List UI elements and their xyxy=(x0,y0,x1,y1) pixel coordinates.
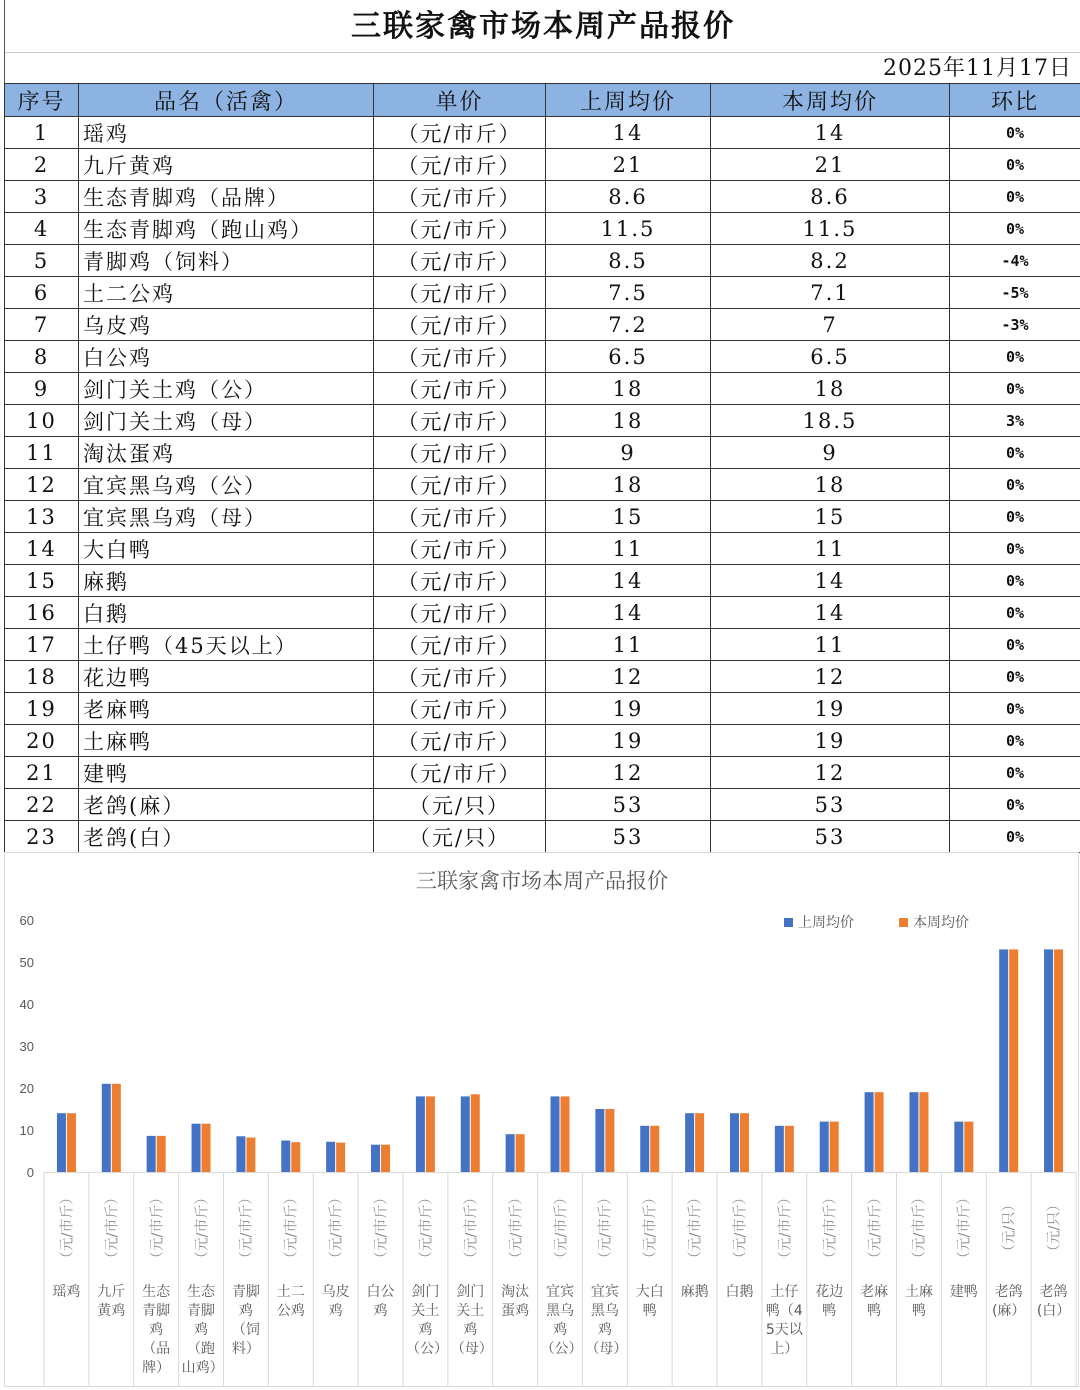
cell-last-week: 7.2 xyxy=(546,309,711,341)
x-category-label: 老鸽(麻） xyxy=(991,1284,1026,1319)
y-tick-label: 30 xyxy=(19,1039,34,1054)
cell-no: 9 xyxy=(5,373,79,405)
cell-last-week: 19 xyxy=(546,725,711,757)
cell-name: 老鸽(白） xyxy=(79,821,374,853)
cell-this-week: 9 xyxy=(711,437,950,469)
cell-name: 淘汰蛋鸡 xyxy=(79,437,374,469)
table-row xyxy=(5,341,1080,373)
cell-name: 白鹅 xyxy=(79,597,374,629)
x-category-label: 剑门关土鸡（母） xyxy=(450,1284,493,1357)
cell-this-week: 18 xyxy=(711,469,950,501)
table-row xyxy=(5,469,1080,501)
x-category-label: 大白鸭 xyxy=(635,1284,664,1319)
x-unit-label: （元/市斤） xyxy=(552,1190,569,1266)
x-category-label: 宜宾黑乌鸡（母） xyxy=(585,1284,628,1357)
table-row xyxy=(5,725,1080,757)
cell-last-week: 14 xyxy=(546,565,711,597)
x-category-label: 花边鸭 xyxy=(815,1284,844,1319)
cell-unit: （元/只） xyxy=(374,789,546,821)
cell-change: 0% xyxy=(950,821,1080,853)
cell-unit: （元/市斤） xyxy=(374,149,546,181)
bar-last-week xyxy=(865,1092,874,1172)
header-this-week: 本周均价 xyxy=(711,84,950,117)
bar-this-week xyxy=(381,1145,390,1172)
x-unit-label: （元/市斤） xyxy=(732,1190,749,1266)
bar-this-week xyxy=(336,1143,345,1172)
cell-no: 12 xyxy=(5,469,79,501)
bar-this-week xyxy=(830,1122,839,1172)
bar-last-week xyxy=(371,1145,380,1172)
bar-this-week xyxy=(1009,949,1018,1172)
header-name: 品名（活禽） xyxy=(79,84,374,117)
bar-this-week xyxy=(695,1113,704,1172)
cell-last-week: 18 xyxy=(546,373,711,405)
cell-this-week: 12 xyxy=(711,661,950,693)
bar-last-week xyxy=(416,1096,425,1172)
cell-unit: （元/市斤） xyxy=(374,117,546,149)
cell-change: -5% xyxy=(950,277,1080,309)
bar-last-week xyxy=(281,1141,290,1173)
bar-last-week xyxy=(909,1092,918,1172)
bar-last-week xyxy=(640,1126,649,1172)
bar-last-week xyxy=(102,1084,111,1172)
cell-change: 0% xyxy=(950,725,1080,757)
cell-no: 4 xyxy=(5,213,79,245)
cell-name: 土二公鸡 xyxy=(79,277,374,309)
bar-this-week xyxy=(202,1124,211,1172)
x-unit-label: （元/市斤） xyxy=(777,1190,794,1266)
bar-last-week xyxy=(506,1134,515,1172)
x-category-label: 白公鸡 xyxy=(366,1284,395,1319)
cell-name: 剑门关土鸡（公） xyxy=(79,373,374,405)
bar-last-week xyxy=(461,1096,470,1172)
legend-swatch xyxy=(899,918,908,927)
table-row xyxy=(5,149,1080,181)
table-body xyxy=(5,117,1080,853)
bar-last-week xyxy=(326,1142,335,1172)
x-category-label: 土仔鸭（45天以上） xyxy=(765,1284,803,1357)
report-date: 2025年11月17日 xyxy=(883,56,1072,81)
cell-change: 0% xyxy=(950,213,1080,245)
bar-this-week xyxy=(964,1122,973,1172)
x-category-label: 瑶鸡 xyxy=(52,1284,81,1300)
x-unit-label: （元/市斤） xyxy=(687,1190,704,1266)
bar-last-week xyxy=(192,1124,201,1172)
cell-last-week: 11.5 xyxy=(546,213,711,245)
legend-label: 本周均价 xyxy=(913,915,969,931)
cell-this-week: 18.5 xyxy=(711,405,950,437)
cell-unit: （元/市斤） xyxy=(374,757,546,789)
chart-title: 三联家禽市场本周产品报价 xyxy=(416,869,668,893)
cell-name: 九斤黄鸡 xyxy=(79,149,374,181)
cell-last-week: 6.5 xyxy=(546,341,711,373)
cell-change: 0% xyxy=(950,437,1080,469)
bar-last-week xyxy=(236,1136,245,1172)
x-category-label: 宜宾黑乌鸡（公） xyxy=(540,1284,583,1357)
bar-this-week xyxy=(919,1092,928,1172)
cell-last-week: 53 xyxy=(546,789,711,821)
price-table xyxy=(4,83,1080,853)
x-category-label: 生态青脚鸡（跑山鸡） xyxy=(181,1284,224,1376)
cell-last-week: 14 xyxy=(546,117,711,149)
bar-last-week xyxy=(551,1096,560,1172)
cell-name: 瑶鸡 xyxy=(79,117,374,149)
cell-name: 青脚鸡（饲料） xyxy=(79,245,374,277)
bar-last-week xyxy=(999,949,1008,1172)
cell-this-week: 11 xyxy=(711,533,950,565)
header-no: 序号 xyxy=(5,84,79,117)
legend-label: 上周均价 xyxy=(798,915,854,931)
cell-this-week: 8.2 xyxy=(711,245,950,277)
cell-no: 18 xyxy=(5,661,79,693)
table-row xyxy=(5,661,1080,693)
bar-last-week xyxy=(57,1113,66,1172)
cell-change: 0% xyxy=(950,597,1080,629)
x-category-label: 乌皮鸡 xyxy=(321,1284,350,1319)
cell-name: 生态青脚鸡（品牌） xyxy=(79,181,374,213)
cell-last-week: 15 xyxy=(546,501,711,533)
x-category-label: 土麻鸭 xyxy=(904,1284,933,1319)
bar-this-week xyxy=(157,1136,166,1172)
bar-last-week xyxy=(595,1109,604,1172)
bar-this-week xyxy=(875,1092,884,1172)
table-row xyxy=(5,533,1080,565)
bar-this-week xyxy=(67,1113,76,1172)
cell-last-week: 8.5 xyxy=(546,245,711,277)
cell-this-week: 18 xyxy=(711,373,950,405)
cell-last-week: 21 xyxy=(546,149,711,181)
y-tick-label: 60 xyxy=(19,913,34,928)
x-category-label: 青脚鸡（饲料） xyxy=(231,1284,260,1357)
x-unit-label: （元/市斤） xyxy=(328,1190,345,1266)
bar-last-week xyxy=(685,1113,694,1172)
cell-name: 土麻鸭 xyxy=(79,725,374,757)
legend-swatch xyxy=(784,918,793,927)
x-unit-label: （元/只） xyxy=(1046,1197,1063,1259)
cell-this-week: 11.5 xyxy=(711,213,950,245)
cell-no: 21 xyxy=(5,757,79,789)
cell-unit: （元/市斤） xyxy=(374,693,546,725)
bar-last-week xyxy=(730,1113,739,1172)
x-unit-label: （元/市斤） xyxy=(463,1190,480,1266)
cell-this-week: 6.5 xyxy=(711,341,950,373)
cell-unit: （元/市斤） xyxy=(374,661,546,693)
cell-name: 乌皮鸡 xyxy=(79,309,374,341)
cell-this-week: 7.1 xyxy=(711,277,950,309)
cell-this-week: 14 xyxy=(711,117,950,149)
bar-last-week xyxy=(1044,949,1053,1172)
header-last-week: 上周均价 xyxy=(546,84,711,117)
x-unit-label: （元/市斤） xyxy=(283,1190,300,1266)
x-unit-label: （元/市斤） xyxy=(193,1190,210,1266)
table-row xyxy=(5,309,1080,341)
cell-name: 建鸭 xyxy=(79,757,374,789)
bar-this-week xyxy=(785,1126,794,1172)
cell-name: 剑门关土鸡（母） xyxy=(79,405,374,437)
cell-no: 5 xyxy=(5,245,79,277)
cell-change: 0% xyxy=(950,565,1080,597)
x-category-label: 老鸽(白） xyxy=(1036,1284,1071,1319)
cell-no: 15 xyxy=(5,565,79,597)
cell-last-week: 12 xyxy=(546,661,711,693)
cell-last-week: 18 xyxy=(546,469,711,501)
cell-unit: （元/市斤） xyxy=(374,309,546,341)
page-title: 三联家禽市场本周产品报价 xyxy=(4,0,1080,53)
cell-change: 0% xyxy=(950,373,1080,405)
cell-this-week: 19 xyxy=(711,725,950,757)
bar-this-week xyxy=(471,1094,480,1172)
x-unit-label: （元/市斤） xyxy=(507,1190,524,1266)
cell-unit: （元/市斤） xyxy=(374,565,546,597)
bar-this-week xyxy=(561,1096,570,1172)
cell-change: 0% xyxy=(950,117,1080,149)
cell-unit: （元/市斤） xyxy=(374,533,546,565)
cell-name: 大白鸭 xyxy=(79,533,374,565)
x-category-label: 剑门关土鸡（公） xyxy=(405,1284,448,1357)
cell-this-week: 19 xyxy=(711,693,950,725)
table-row xyxy=(5,277,1080,309)
bar-this-week xyxy=(1054,949,1063,1172)
cell-this-week: 53 xyxy=(711,789,950,821)
cell-no: 1 xyxy=(5,117,79,149)
table-row xyxy=(5,437,1080,469)
table-row xyxy=(5,789,1080,821)
cell-unit: （元/市斤） xyxy=(374,277,546,309)
bar-this-week xyxy=(605,1109,614,1172)
table-row xyxy=(5,629,1080,661)
table-row xyxy=(5,501,1080,533)
y-tick-label: 40 xyxy=(19,997,34,1012)
x-category-label: 麻鹅 xyxy=(680,1284,709,1300)
cell-name: 老鸽(麻） xyxy=(79,789,374,821)
table-row xyxy=(5,597,1080,629)
cell-no: 20 xyxy=(5,725,79,757)
cell-name: 麻鹅 xyxy=(79,565,374,597)
divider xyxy=(4,52,5,83)
cell-last-week: 9 xyxy=(546,437,711,469)
cell-no: 10 xyxy=(5,405,79,437)
cell-name: 土仔鸭（45天以上） xyxy=(79,629,374,661)
cell-this-week: 7 xyxy=(711,309,950,341)
cell-this-week: 21 xyxy=(711,149,950,181)
cell-name: 宜宾黑乌鸡（母） xyxy=(79,501,374,533)
cell-no: 3 xyxy=(5,181,79,213)
x-unit-label: （元/市斤） xyxy=(418,1190,435,1266)
cell-name: 白公鸡 xyxy=(79,341,374,373)
cell-change: 0% xyxy=(950,469,1080,501)
cell-this-week: 14 xyxy=(711,565,950,597)
cell-name: 宜宾黑乌鸡（公） xyxy=(79,469,374,501)
cell-this-week: 14 xyxy=(711,597,950,629)
header-change: 环比 xyxy=(950,84,1080,117)
x-category-label: 淘汰蛋鸡 xyxy=(501,1284,530,1319)
bar-last-week xyxy=(775,1126,784,1172)
table-row xyxy=(5,181,1080,213)
cell-unit: （元/市斤） xyxy=(374,597,546,629)
cell-this-week: 15 xyxy=(711,501,950,533)
cell-change: 0% xyxy=(950,661,1080,693)
cell-unit: （元/市斤） xyxy=(374,341,546,373)
cell-no: 7 xyxy=(5,309,79,341)
x-unit-label: （元/市斤） xyxy=(59,1190,76,1266)
cell-change: 0% xyxy=(950,629,1080,661)
cell-unit: （元/市斤） xyxy=(374,245,546,277)
cell-unit: （元/只） xyxy=(374,821,546,853)
table-header-row xyxy=(5,84,1080,117)
cell-this-week: 11 xyxy=(711,629,950,661)
cell-no: 2 xyxy=(5,149,79,181)
x-unit-label: （元/市斤） xyxy=(642,1190,659,1266)
cell-name: 生态青脚鸡（跑山鸡） xyxy=(79,213,374,245)
cell-change: -3% xyxy=(950,309,1080,341)
cell-this-week: 12 xyxy=(711,757,950,789)
x-unit-label: （元/市斤） xyxy=(911,1190,928,1266)
table-row xyxy=(5,565,1080,597)
x-category-label: 土二公鸡 xyxy=(276,1284,305,1319)
cell-no: 22 xyxy=(5,789,79,821)
price-chart xyxy=(4,852,1080,1388)
cell-change: 0% xyxy=(950,757,1080,789)
cell-last-week: 18 xyxy=(546,405,711,437)
bar-last-week xyxy=(954,1122,963,1172)
x-category-label: 白鹅 xyxy=(725,1284,754,1300)
cell-last-week: 11 xyxy=(546,533,711,565)
x-unit-label: （元/市斤） xyxy=(866,1190,883,1266)
cell-no: 8 xyxy=(5,341,79,373)
x-unit-label: （元/市斤） xyxy=(822,1190,839,1266)
cell-last-week: 8.6 xyxy=(546,181,711,213)
cell-no: 19 xyxy=(5,693,79,725)
bar-this-week xyxy=(246,1138,255,1172)
bar-this-week xyxy=(291,1142,300,1172)
cell-name: 老麻鸭 xyxy=(79,693,374,725)
table-row xyxy=(5,693,1080,725)
x-category-label: 老麻鸭 xyxy=(860,1284,889,1319)
bar-last-week xyxy=(820,1122,829,1172)
cell-unit: （元/市斤） xyxy=(374,405,546,437)
table-row xyxy=(5,405,1080,437)
cell-last-week: 14 xyxy=(546,597,711,629)
table-row xyxy=(5,213,1080,245)
cell-no: 14 xyxy=(5,533,79,565)
table-row xyxy=(5,757,1080,789)
cell-name: 花边鸭 xyxy=(79,661,374,693)
cell-unit: （元/市斤） xyxy=(374,437,546,469)
cell-this-week: 53 xyxy=(711,821,950,853)
cell-this-week: 8.6 xyxy=(711,181,950,213)
x-category-label: 生态青脚鸡（品牌） xyxy=(142,1284,171,1376)
bar-this-week xyxy=(650,1126,659,1172)
y-tick-label: 50 xyxy=(19,955,34,970)
bar-this-week xyxy=(740,1113,749,1172)
x-unit-label: （元/市斤） xyxy=(104,1190,121,1266)
x-category-label: 九斤黄鸡 xyxy=(97,1284,126,1319)
cell-unit: （元/市斤） xyxy=(374,501,546,533)
cell-unit: （元/市斤） xyxy=(374,725,546,757)
cell-change: 0% xyxy=(950,693,1080,725)
x-unit-label: （元/市斤） xyxy=(597,1190,614,1266)
x-category-label: 建鸭 xyxy=(949,1284,978,1300)
table-row xyxy=(5,245,1080,277)
cell-unit: （元/市斤） xyxy=(374,213,546,245)
x-unit-label: （元/市斤） xyxy=(373,1190,390,1266)
table-row xyxy=(5,117,1080,149)
cell-last-week: 53 xyxy=(546,821,711,853)
cell-change: 0% xyxy=(950,341,1080,373)
cell-change: 0% xyxy=(950,501,1080,533)
cell-no: 23 xyxy=(5,821,79,853)
y-tick-label: 10 xyxy=(19,1123,34,1138)
cell-no: 11 xyxy=(5,437,79,469)
cell-no: 6 xyxy=(5,277,79,309)
cell-no: 17 xyxy=(5,629,79,661)
x-unit-label: （元/市斤） xyxy=(238,1190,255,1266)
cell-unit: （元/市斤） xyxy=(374,629,546,661)
cell-no: 13 xyxy=(5,501,79,533)
cell-change: -4% xyxy=(950,245,1080,277)
y-tick-label: 0 xyxy=(26,1165,34,1180)
header-unit: 单价 xyxy=(374,84,546,117)
cell-change: 0% xyxy=(950,181,1080,213)
table-row xyxy=(5,821,1080,853)
cell-no: 16 xyxy=(5,597,79,629)
cell-last-week: 7.5 xyxy=(546,277,711,309)
table-row xyxy=(5,373,1080,405)
y-tick-label: 20 xyxy=(19,1081,34,1096)
x-unit-label: （元/市斤） xyxy=(149,1190,166,1266)
bar-last-week xyxy=(147,1136,156,1172)
bar-this-week xyxy=(516,1134,525,1172)
cell-unit: （元/市斤） xyxy=(374,181,546,213)
bar-this-week xyxy=(112,1084,121,1172)
cell-change: 3% xyxy=(950,405,1080,437)
cell-change: 0% xyxy=(950,789,1080,821)
x-unit-label: （元/只） xyxy=(1001,1197,1018,1259)
bar-this-week xyxy=(426,1096,435,1172)
x-unit-label: （元/市斤） xyxy=(956,1190,973,1266)
cell-unit: （元/市斤） xyxy=(374,469,546,501)
cell-last-week: 12 xyxy=(546,757,711,789)
cell-change: 0% xyxy=(950,533,1080,565)
cell-unit: （元/市斤） xyxy=(374,373,546,405)
cell-last-week: 19 xyxy=(546,693,711,725)
cell-last-week: 11 xyxy=(546,629,711,661)
cell-change: 0% xyxy=(950,149,1080,181)
